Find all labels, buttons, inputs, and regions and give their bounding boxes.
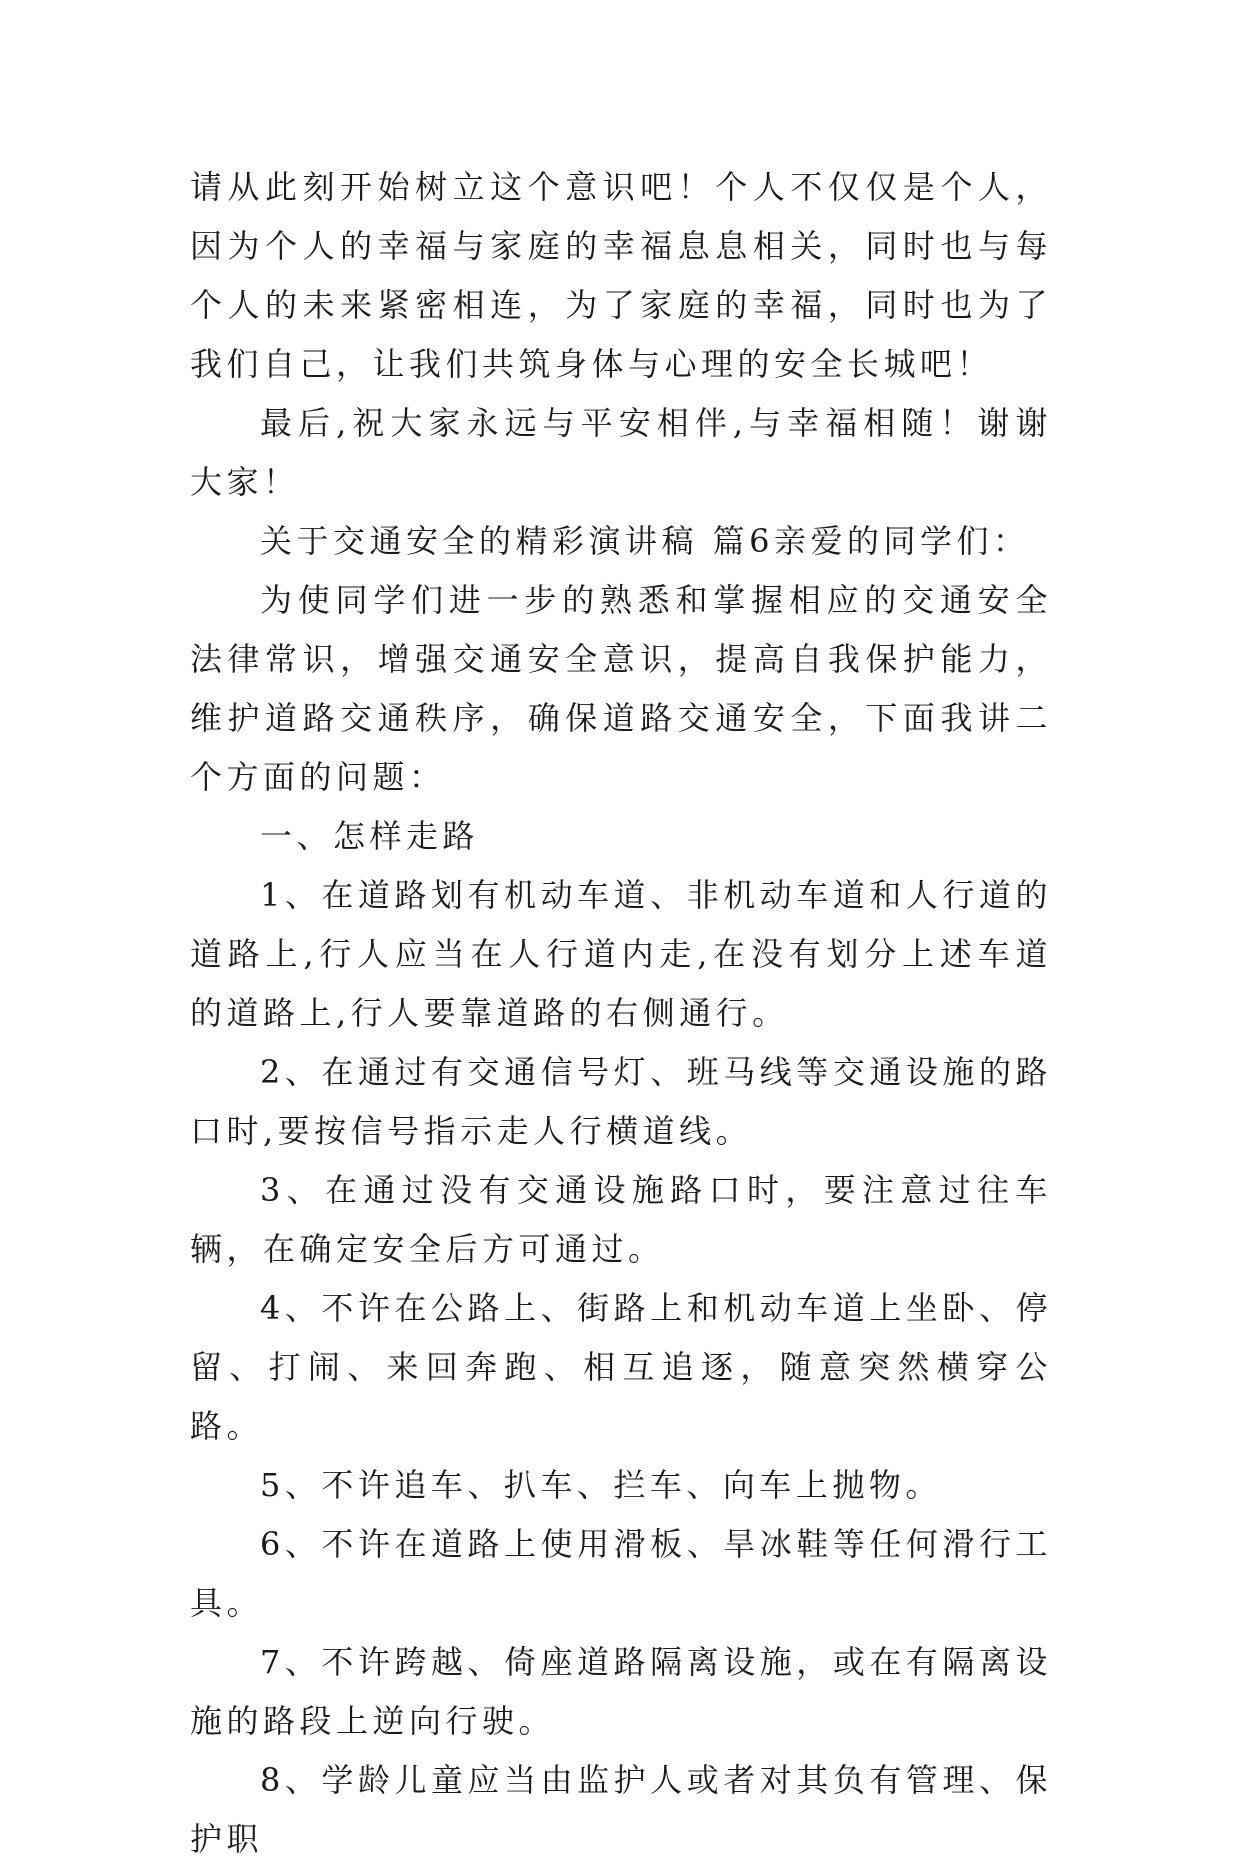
paragraph-12: 7、不许跨越、倚座道路隔离设施，或在有隔离设施的路段上逆向行驶。 [190, 1643, 1052, 1740]
paragraph-7: 2、在通过有交通信号灯、班马线等交通设施的路口时,要按信号指示走人行横道线。 [190, 1053, 1052, 1150]
paragraph-6: 1、在道路划有机动车道、非机动车道和人行道的道路上,行人应当在人行道内走,在没有划分上述车道的道路上,行人要靠道路的右侧通行。 [190, 876, 1052, 1032]
paragraph-10: 5、不许追车、扒车、拦车、向车上抛物。 [260, 1466, 942, 1504]
paragraph-11: 6、不许在道路上使用滑板、旱冰鞋等任何滑行工具。 [190, 1525, 1052, 1622]
paragraph-8: 3、在通过没有交通设施路口时，要注意过往车辆，在确定安全后方可通过。 [190, 1171, 1052, 1268]
paragraph-5: 一、怎样走路 [260, 817, 480, 855]
paragraph-2: 最后,祝大家永远与平安相伴,与幸福相随！谢谢大家！ [190, 404, 1052, 501]
paragraph-3: 关于交通安全的精彩演讲稿 篇6亲爱的同学们： [260, 522, 1030, 560]
paragraph-9: 4、不许在公路上、街路上和机动车道上坐卧、停留、打闹、来回奔跑、相互追逐，随意突然横穿公路。 [190, 1289, 1052, 1445]
paragraph-4: 为使同学们进一步的熟悉和掌握相应的交通安全法律常识，增强交通安全意识，提高自我保护能力，维护道路交通秩序，确保道路交通安全，下面我讲二个方面的问题： [190, 581, 1052, 796]
paragraph-13: 8、学龄儿童应当由监护人或者对其负有管理、保护职 [190, 1761, 1052, 1858]
paragraph-1: 请从此刻开始树立这个意识吧！个人不仅仅是个人，因为个人的幸福与家庭的幸福息息相关，同时也与每个人的未来紧密相连，为了家庭的幸福，同时也为了我们自己，让我们共筑身体与心理的安全长城吧！ [190, 168, 1052, 383]
document-body [190, 158, 1052, 1869]
